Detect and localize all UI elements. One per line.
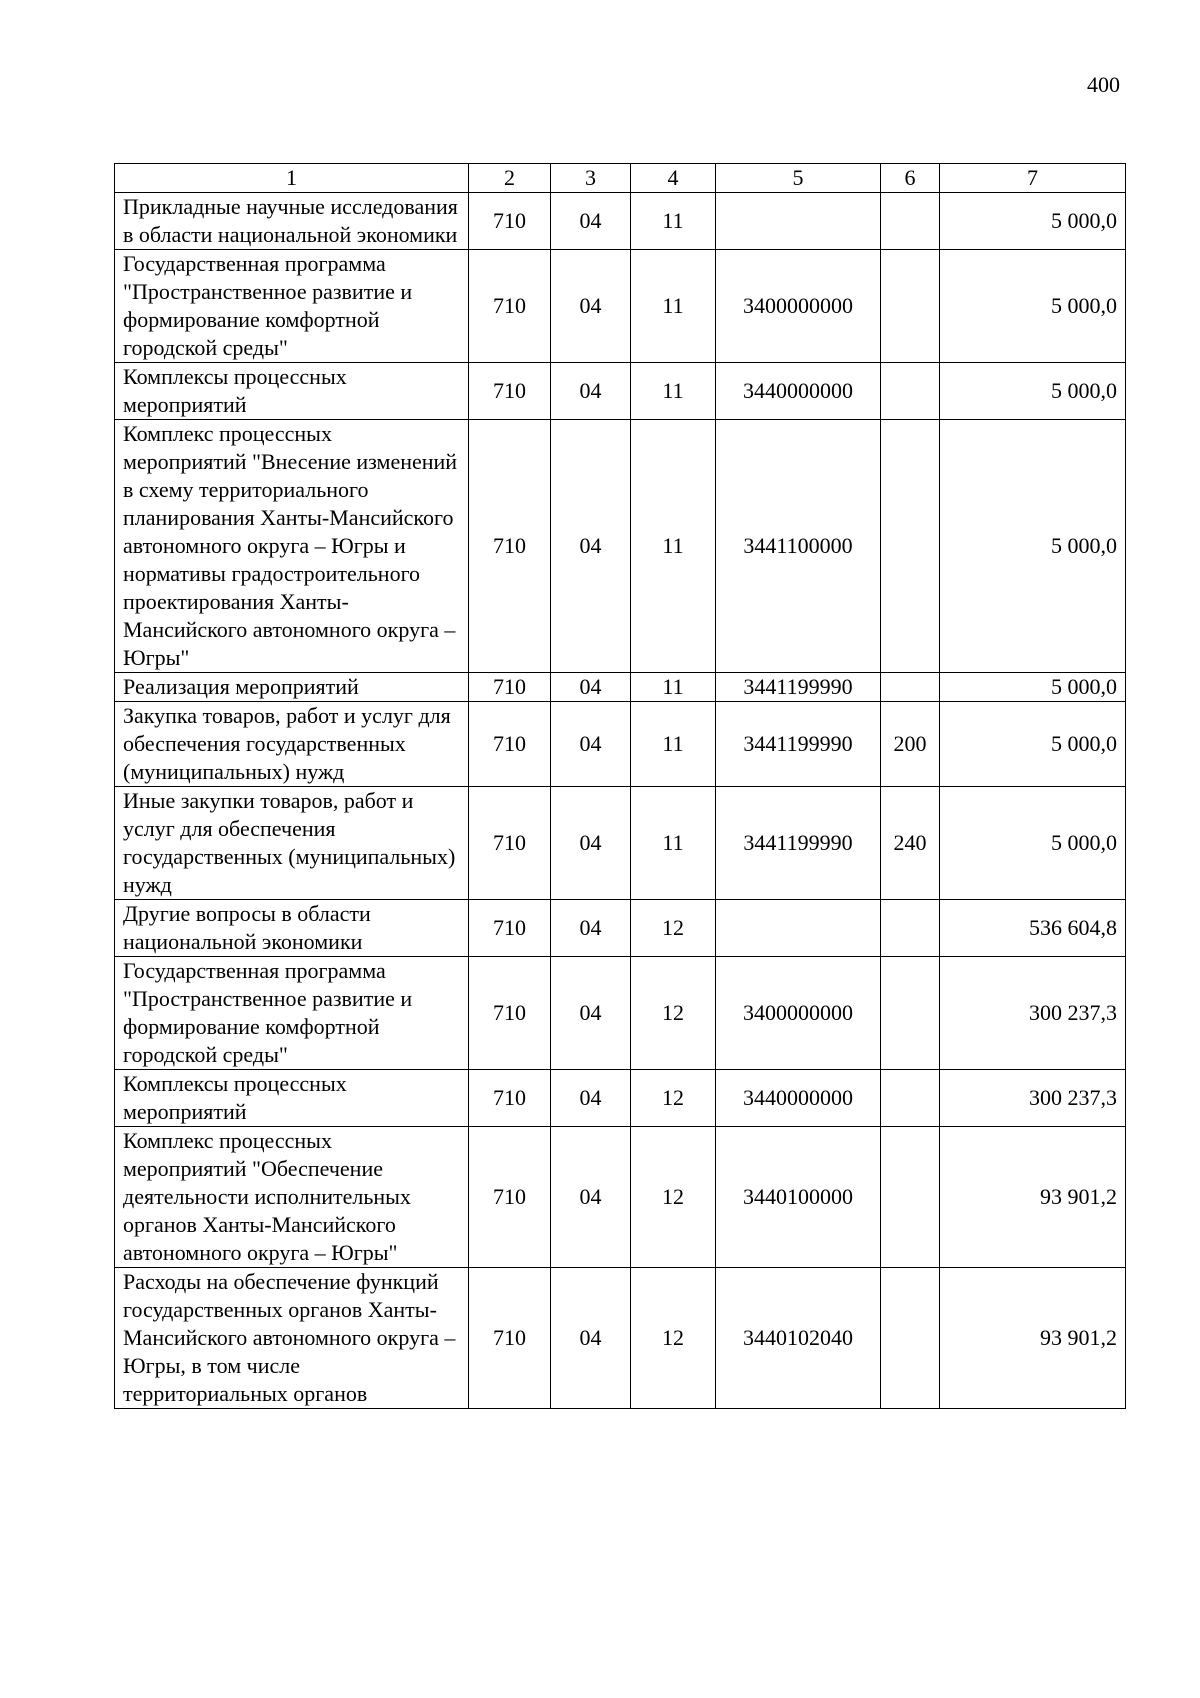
table-row [115,1268,1126,1409]
row-cell: 710 [469,193,551,250]
row-cell [881,957,940,1070]
row-amount: 93 901,2 [940,1127,1126,1268]
row-cell: 04 [551,250,631,363]
row-cell: 3441199990 [716,702,881,787]
row-cell [881,1268,940,1409]
row-cell: 3440000000 [716,363,881,420]
row-cell [881,363,940,420]
row-cell: 710 [469,900,551,957]
row-cell: 200 [881,702,940,787]
row-cell: 3440100000 [716,1127,881,1268]
row-cell: 04 [551,193,631,250]
table-row [115,363,1126,420]
table-row [115,787,1126,900]
row-cell: 710 [469,1268,551,1409]
row-amount: 5 000,0 [940,702,1126,787]
row-name: Расходы на обеспечение функций государственных органов Ханты-Мансийского автономного округа – Югры, в том числе территориальных органов [115,1268,469,1409]
row-cell: 11 [631,250,716,363]
row-name: Комплексы процессных мероприятий [115,363,469,420]
row-cell: 3441199990 [716,673,881,702]
row-cell: 710 [469,250,551,363]
row-cell: 11 [631,363,716,420]
row-amount: 300 237,3 [940,1070,1126,1127]
row-cell: 04 [551,787,631,900]
column-header: 5 [716,164,881,193]
row-cell [881,1127,940,1268]
column-header: 3 [551,164,631,193]
table-row [115,702,1126,787]
row-cell: 710 [469,1127,551,1268]
row-amount: 5 000,0 [940,787,1126,900]
row-name: Государственная программа "Пространственное развитие и формирование комфортной городской среды" [115,957,469,1070]
row-cell: 04 [551,702,631,787]
row-amount: 5 000,0 [940,193,1126,250]
row-cell: 710 [469,673,551,702]
row-name: Прикладные научные исследования в области национальной экономики [115,193,469,250]
row-amount: 93 901,2 [940,1268,1126,1409]
row-cell: 3400000000 [716,250,881,363]
row-name: Комплекс процессных мероприятий "Обеспечение деятельности исполнительных органов Ханты-Мансийского автономного округа – Югры" [115,1127,469,1268]
row-cell: 3440102040 [716,1268,881,1409]
table-row [115,900,1126,957]
row-cell [881,420,940,673]
row-cell: 240 [881,787,940,900]
row-cell: 04 [551,363,631,420]
row-cell [881,193,940,250]
row-cell: 04 [551,1268,631,1409]
column-header: 7 [940,164,1126,193]
column-header: 1 [115,164,469,193]
row-cell: 710 [469,702,551,787]
row-amount: 5 000,0 [940,363,1126,420]
row-name: Комплексы процессных мероприятий [115,1070,469,1127]
row-cell: 11 [631,702,716,787]
row-name: Другие вопросы в области национальной экономики [115,900,469,957]
row-cell: 04 [551,673,631,702]
row-cell: 710 [469,1070,551,1127]
row-cell: 3441100000 [716,420,881,673]
row-name: Закупка товаров, работ и услуг для обеспечения государственных (муниципальных) нужд [115,702,469,787]
table-row [115,673,1126,702]
row-name: Реализация мероприятий [115,673,469,702]
row-cell: 12 [631,1127,716,1268]
row-cell: 04 [551,420,631,673]
row-cell: 710 [469,957,551,1070]
row-cell: 12 [631,1268,716,1409]
row-cell: 04 [551,1127,631,1268]
row-cell: 11 [631,787,716,900]
row-cell: 04 [551,957,631,1070]
row-cell: 710 [469,787,551,900]
table-row [115,1070,1126,1127]
row-name: Государственная программа "Пространственное развитие и формирование комфортной городской среды" [115,250,469,363]
column-header: 2 [469,164,551,193]
table-row [115,420,1126,673]
row-name: Комплекс процессных мероприятий "Внесение изменений в схему территориального планирования Ханты-Мансийского автономного округа – Югры и нормативы градостроительного проектирования Ханты-Мансийского автономного округа – Югры" [115,420,469,673]
row-cell: 3441199990 [716,787,881,900]
row-cell [881,900,940,957]
row-name: Иные закупки товаров, работ и услуг для обеспечения государственных (муниципальных) нужд [115,787,469,900]
table-row [115,1127,1126,1268]
page-number: 400 [1087,72,1120,97]
table-row [115,250,1126,363]
row-cell: 12 [631,957,716,1070]
row-cell: 04 [551,900,631,957]
row-amount: 5 000,0 [940,420,1126,673]
row-cell [881,1070,940,1127]
column-header: 4 [631,164,716,193]
row-cell: 11 [631,673,716,702]
row-cell: 12 [631,900,716,957]
row-cell: 04 [551,1070,631,1127]
row-amount: 5 000,0 [940,250,1126,363]
row-cell [881,673,940,702]
row-cell [716,900,881,957]
row-amount: 5 000,0 [940,673,1126,702]
header-row [115,164,1126,193]
row-cell: 11 [631,193,716,250]
row-cell [881,250,940,363]
row-amount: 536 604,8 [940,900,1126,957]
row-amount: 300 237,3 [940,957,1126,1070]
budget-table [114,163,1126,1409]
row-cell: 12 [631,1070,716,1127]
row-cell: 3400000000 [716,957,881,1070]
row-cell: 710 [469,363,551,420]
row-cell: 3440000000 [716,1070,881,1127]
row-cell [716,193,881,250]
column-header: 6 [881,164,940,193]
table-row [115,193,1126,250]
row-cell: 11 [631,420,716,673]
table-row [115,957,1126,1070]
row-cell: 710 [469,420,551,673]
